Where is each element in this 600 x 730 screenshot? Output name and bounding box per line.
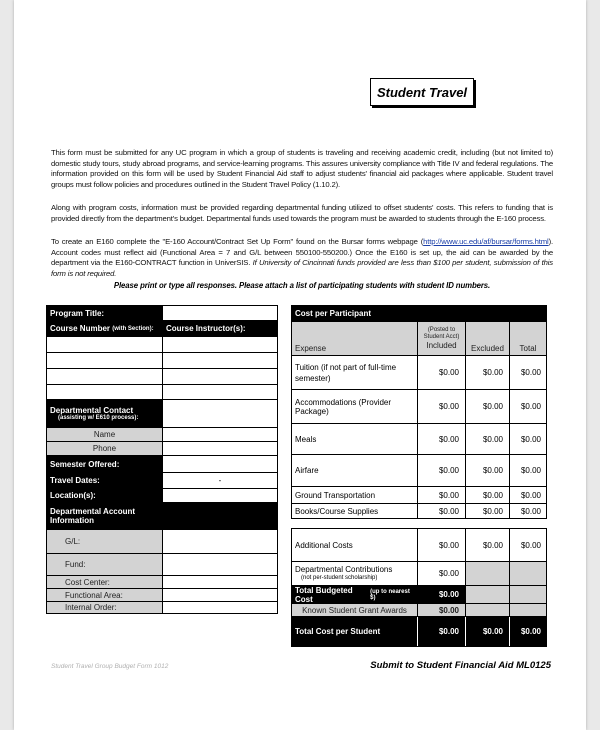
e160-text-c: If University of Cincinnati funds provided are less than $100 per student, submission of this form is not required.	[51, 258, 553, 278]
expense-label: Airfare	[292, 455, 418, 486]
included-value[interactable]: $0.00	[418, 356, 466, 389]
course-instructor-field[interactable]	[163, 337, 277, 352]
excluded-header: Excluded	[466, 322, 510, 355]
e160-text-a: To create an E160 complete the "E-160 Account/Contract Set Up Form" found on the Bursar forms webpage (	[51, 237, 424, 246]
table-row	[291, 454, 547, 486]
expense-header: Expense	[292, 322, 418, 355]
grant-included: $0.00	[418, 604, 466, 616]
bursar-forms-link[interactable]: http://www.uc.edu/af/bursar/forms.html	[423, 237, 549, 246]
expense-label: Tuition (if not part of full-time semester)	[292, 356, 418, 389]
dept-contact-text: Departmental Contact	[50, 406, 134, 415]
included-header	[418, 322, 466, 355]
table-row	[46, 472, 278, 488]
table-row	[291, 603, 547, 616]
table-row	[46, 529, 278, 553]
table-row	[291, 528, 547, 561]
grant-excluded-shaded	[466, 604, 510, 616]
course-number-field[interactable]	[47, 337, 163, 352]
table-row	[46, 305, 278, 320]
included-label: Included	[426, 341, 457, 350]
table-row	[46, 575, 278, 588]
dept-contact-field[interactable]	[163, 400, 277, 427]
functional-area-field[interactable]	[163, 589, 277, 601]
excluded-value[interactable]: $0.00	[466, 424, 510, 454]
grant-total-shaded	[510, 604, 546, 616]
cost-table-column-headers	[291, 321, 547, 355]
table-row	[291, 486, 547, 503]
cost-table	[291, 305, 547, 647]
dept-contact-label	[47, 400, 163, 427]
excluded-value[interactable]: $0.00	[466, 390, 510, 423]
table-row	[46, 502, 278, 529]
internal-order-field[interactable]	[163, 602, 277, 613]
included-value[interactable]: $0.00	[418, 390, 466, 423]
travel-dates-field[interactable]: -	[218, 476, 222, 485]
excluded-value[interactable]: $0.00	[466, 356, 510, 389]
dept-account-label: Departmental Account Information	[47, 503, 163, 529]
name-label: Name	[47, 428, 163, 441]
table-row	[46, 441, 278, 455]
course-number-note: (with Section):	[112, 325, 154, 332]
expense-label: Ground Transportation	[292, 487, 418, 503]
course-instructor-field[interactable]	[163, 353, 277, 368]
phone-label: Phone	[47, 442, 163, 455]
course-instructor-label: Course Instructor(s):	[163, 321, 277, 336]
program-title-label: Program Title:	[47, 306, 163, 320]
total-header: Total	[510, 322, 546, 355]
program-info-table	[46, 305, 278, 614]
table-row	[46, 399, 278, 427]
gl-label: G/L:	[47, 530, 163, 553]
internal-order-label: Internal Order:	[47, 602, 163, 613]
budgeted-text: Total Budgeted Cost	[295, 585, 353, 604]
total-cost-excluded: $0.00	[466, 617, 510, 646]
table-row	[46, 488, 278, 502]
excluded-value[interactable]: $0.00	[466, 487, 510, 503]
excluded-value[interactable]: $0.00	[466, 455, 510, 486]
course-number-label	[47, 321, 163, 336]
total-value: $0.00	[520, 506, 541, 516]
total-cost-total: $0.00	[510, 617, 546, 646]
table-row	[46, 320, 278, 336]
cost-center-label: Cost Center:	[47, 576, 163, 588]
dept-contrib-label	[292, 562, 418, 585]
table-row	[46, 553, 278, 575]
semester-field[interactable]	[163, 456, 277, 472]
fund-field[interactable]	[163, 554, 277, 575]
total-value: $0.00	[520, 402, 541, 411]
grant-label: Known Student Grant Awards	[292, 604, 418, 616]
total-cost-label: Total Cost per Student	[292, 617, 418, 646]
table-row	[46, 368, 278, 384]
dept-contact-note: (assisting w/ E610 process):	[58, 415, 139, 421]
budgeted-total-shaded	[510, 586, 546, 603]
course-number-field[interactable]	[47, 353, 163, 368]
instruction-line: Please print or type all responses. Please attach a list of participating students with student ID numbers.	[113, 281, 491, 290]
program-title-field[interactable]	[163, 306, 277, 320]
e160-paragraph	[51, 237, 553, 279]
table-row	[291, 561, 547, 585]
course-number-field[interactable]	[47, 385, 163, 399]
dept-account-header-fill	[163, 503, 277, 529]
included-value[interactable]: $0.00	[418, 504, 466, 518]
table-row	[291, 355, 547, 389]
table-row	[291, 503, 547, 519]
total-value: $0.00	[520, 466, 541, 475]
budgeted-note: (up to nearest $)	[370, 588, 410, 601]
total-value: $0.00	[520, 368, 541, 377]
total-value: $0.00	[520, 490, 541, 500]
budgeted-excluded-shaded	[466, 586, 510, 603]
submit-instructions-footer: Submit to Student Financial Aid ML0125	[370, 660, 551, 671]
included-note: (Posted to Student Acct)	[423, 327, 460, 340]
table-row	[46, 336, 278, 352]
budgeted-label	[292, 586, 418, 603]
included-value[interactable]: $0.00	[418, 455, 466, 486]
dept-contrib-text: Departmental Contributions	[295, 564, 393, 574]
table-row	[46, 427, 278, 441]
total-cost-included: $0.00	[418, 617, 466, 646]
course-instructor-field[interactable]	[163, 385, 277, 399]
total-value: $0.00	[520, 434, 541, 444]
expense-label: Accommodations (Provider Package)	[292, 390, 418, 423]
phone-field[interactable]	[163, 442, 277, 455]
dept-contrib-excluded-shaded	[466, 562, 510, 585]
table-row	[46, 384, 278, 399]
semester-label: Semester Offered:	[47, 456, 163, 472]
table-row	[46, 352, 278, 368]
intro-paragraph: This form must be submitted for any UC program in which a group of students is traveling and receiving academic credit, including (but not limited to) domestic study tours, study abroad programs, and service-learning programs. This assures university compliance with Title IV and federal regulations. The information provided on this form will be used by Student Financial Aid staff to adjust students' financial aid packages where applicable. Student travel groups must follow policies and procedures outlined in the Student Travel Policy (1.10.2).	[51, 148, 553, 189]
table-row	[291, 389, 547, 423]
course-number-text: Course Number	[50, 324, 111, 333]
course-number-field[interactable]	[47, 369, 163, 384]
table-gap	[291, 519, 547, 528]
cost-table-header	[291, 305, 547, 321]
locations-label: Location(s):	[47, 489, 163, 502]
table-row	[46, 455, 278, 472]
travel-dates-label: Travel Dates:	[47, 473, 163, 488]
table-row	[291, 423, 547, 454]
budgeted-included: $0.00	[418, 586, 466, 603]
locations-field[interactable]	[163, 489, 277, 502]
included-value[interactable]: $0.00	[418, 424, 466, 454]
funding-paragraph: Along with program costs, information must be provided regarding departmental funding utilized to offset students' costs. This refers to funding that is provided directly from the department's budget. Departmental funds used towards the program must be awarded to students through the E-160 process.	[51, 203, 553, 223]
additional-excluded[interactable]: $0.00	[466, 529, 510, 561]
dept-contrib-included[interactable]: $0.00	[418, 562, 466, 585]
form-version-footer: Student Travel Group Budget Form 1012	[51, 663, 169, 670]
course-instructor-field[interactable]	[163, 369, 277, 384]
cost-center-field[interactable]	[163, 576, 277, 588]
additional-costs-label: Additional Costs	[292, 529, 418, 561]
name-field[interactable]	[163, 428, 277, 441]
additional-included[interactable]: $0.00	[418, 529, 466, 561]
dept-contrib-total-shaded	[510, 562, 546, 585]
additional-total: $0.00	[520, 540, 541, 550]
form-title: Student Travel	[370, 78, 474, 106]
fund-label: Fund:	[47, 554, 163, 575]
table-row	[46, 588, 278, 601]
table-row	[46, 601, 278, 614]
included-value[interactable]: $0.00	[418, 487, 466, 503]
e160-text-b: ). Account codes must reflect aid (Functional Area = 7 and G/L between 550100-550200.) Once the E160 is set up, the aid can be awarded by the department via the E160-CONTRACT function in UniverSIS.	[51, 237, 553, 267]
gl-field[interactable]	[163, 530, 277, 553]
table-row	[291, 585, 547, 603]
expense-label: Meals	[292, 424, 418, 454]
functional-area-label: Functional Area:	[47, 589, 163, 601]
dept-contrib-note: (not per-student scholarship)	[301, 574, 378, 581]
excluded-value[interactable]: $0.00	[466, 504, 510, 518]
document-page	[14, 0, 586, 730]
total-cost-row	[291, 616, 547, 647]
expense-label: Books/Course Supplies	[292, 504, 418, 518]
cost-per-participant-label: Cost per Participant	[292, 306, 546, 321]
